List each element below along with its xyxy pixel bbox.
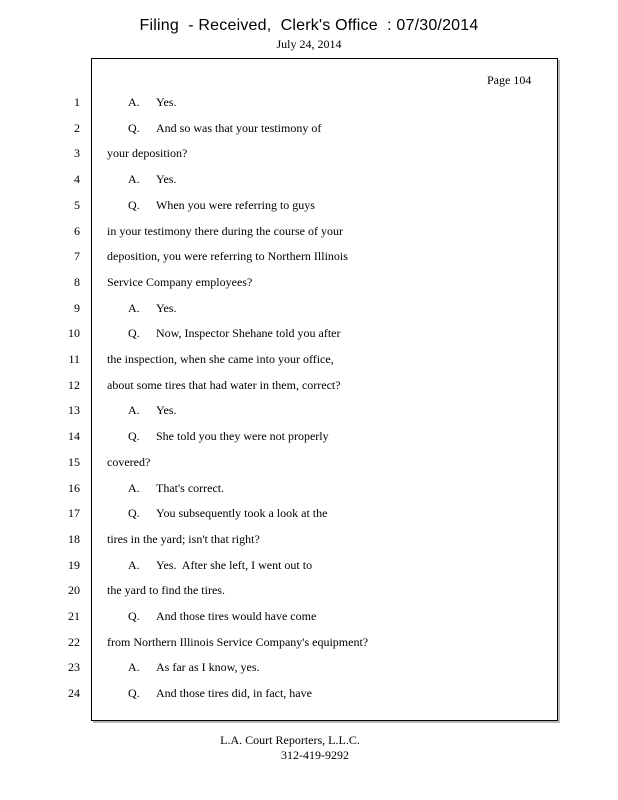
question-marker: Q. <box>128 506 140 520</box>
line-number: 16 <box>68 481 80 495</box>
transcript-line <box>107 635 368 649</box>
transcript-line-text: your deposition? <box>107 146 188 160</box>
transcript-line-text: As far as I know, yes. <box>156 660 260 674</box>
transcript-line-text: Yes. <box>156 172 177 186</box>
answer-marker: A. <box>128 558 140 572</box>
transcript-line-text: Yes. <box>156 301 177 315</box>
transcript-line <box>128 686 312 700</box>
answer-marker: A. <box>128 95 140 109</box>
line-number: 18 <box>68 532 80 546</box>
line-number: 11 <box>68 352 80 366</box>
transcript-line <box>128 403 176 417</box>
question-marker: Q. <box>128 198 140 212</box>
answer-marker: A. <box>128 172 140 186</box>
transcript-line-text: the inspection, when she came into your office, <box>107 352 334 366</box>
transcript-line <box>128 121 321 135</box>
transcript-line-text: Now, Inspector Shehane told you after <box>156 326 341 340</box>
question-marker: Q. <box>128 326 140 340</box>
transcript-line <box>107 224 343 238</box>
transcript-line <box>107 275 252 289</box>
transcript-line-text: Yes. After she left, I went out to <box>156 558 313 572</box>
court-reporter-phone: 312-419-9292 <box>281 748 349 762</box>
line-number: 23 <box>68 660 80 674</box>
deposition-date: July 24, 2014 <box>276 37 342 51</box>
transcript-line-text: She told you they were not properly <box>156 429 329 443</box>
transcript-line <box>107 378 341 392</box>
transcript-line-text: And those tires did, in fact, have <box>156 686 312 700</box>
line-number: 13 <box>68 403 80 417</box>
question-marker: Q. <box>128 429 140 443</box>
transcript-line <box>128 660 260 674</box>
transcript-line-text: from Northern Illinois Service Company's equipment? <box>107 635 369 649</box>
transcript-line <box>107 146 187 160</box>
transcript-line-text: When you were referring to guys <box>156 198 315 212</box>
transcript-line <box>128 95 176 109</box>
question-marker: Q. <box>128 686 140 700</box>
transcript-line-text: the yard to find the tires. <box>107 583 225 597</box>
transcript-line <box>107 583 225 597</box>
line-number: 8 <box>74 275 80 289</box>
transcript-line <box>107 249 348 263</box>
transcript-line <box>107 352 334 366</box>
transcript-line-text: You subsequently took a look at the <box>156 506 328 520</box>
transcript-line-text: Yes. <box>156 95 177 109</box>
line-number: 12 <box>68 378 80 392</box>
question-marker: Q. <box>128 121 140 135</box>
court-reporter-name: L.A. Court Reporters, L.L.C. <box>220 733 360 747</box>
line-number: 20 <box>68 583 80 597</box>
transcript-line-text: about some tires that had water in them, correct? <box>107 378 341 392</box>
line-number: 6 <box>74 224 80 238</box>
line-number: 21 <box>68 609 80 623</box>
answer-marker: A. <box>128 403 140 417</box>
line-number: 24 <box>68 686 80 700</box>
line-number: 7 <box>74 249 80 263</box>
transcript-line-text: Service Company employees? <box>107 275 253 289</box>
transcript-line <box>128 558 312 572</box>
line-number: 3 <box>74 146 80 160</box>
question-marker: Q. <box>128 609 140 623</box>
transcript-line <box>107 455 150 469</box>
line-number: 9 <box>74 301 80 315</box>
transcript-line <box>128 506 327 520</box>
transcript-line-text: And so was that your testimony of <box>156 121 322 135</box>
transcript-line <box>128 198 315 212</box>
transcript-line <box>107 532 260 546</box>
transcript-line <box>128 172 176 186</box>
transcript-line-text: deposition, you were referring to Northern Illinois <box>107 249 348 263</box>
line-number: 19 <box>68 558 80 572</box>
line-number: 10 <box>68 326 80 340</box>
transcript-line <box>128 326 341 340</box>
transcript-line <box>128 481 224 495</box>
transcript-line-text: tires in the yard; isn't that right? <box>107 532 260 546</box>
line-number: 17 <box>68 506 80 520</box>
answer-marker: A. <box>128 481 140 495</box>
page-number: Page 104 <box>487 73 532 87</box>
transcript-line-text: That's correct. <box>156 481 225 495</box>
answer-marker: A. <box>128 301 140 315</box>
transcript-line <box>128 301 176 315</box>
line-number: 4 <box>74 172 80 186</box>
line-number: 15 <box>68 455 80 469</box>
line-number: 14 <box>68 429 80 443</box>
line-number: 5 <box>74 198 80 212</box>
transcript-line-text: Yes. <box>156 403 177 417</box>
filing-stamp: Filing - Received, Clerk's Office : 07/30/2014 <box>139 17 479 34</box>
transcript-line-text: And those tires would have come <box>156 609 317 623</box>
answer-marker: A. <box>128 660 140 674</box>
line-number: 22 <box>68 635 80 649</box>
transcript-line-text: in your testimony there during the course of your <box>107 224 343 238</box>
line-number: 1 <box>74 95 80 109</box>
line-number: 2 <box>74 121 80 135</box>
transcript-line <box>128 609 316 623</box>
transcript-line <box>128 429 329 443</box>
transcript-line-text: covered? <box>107 455 151 469</box>
